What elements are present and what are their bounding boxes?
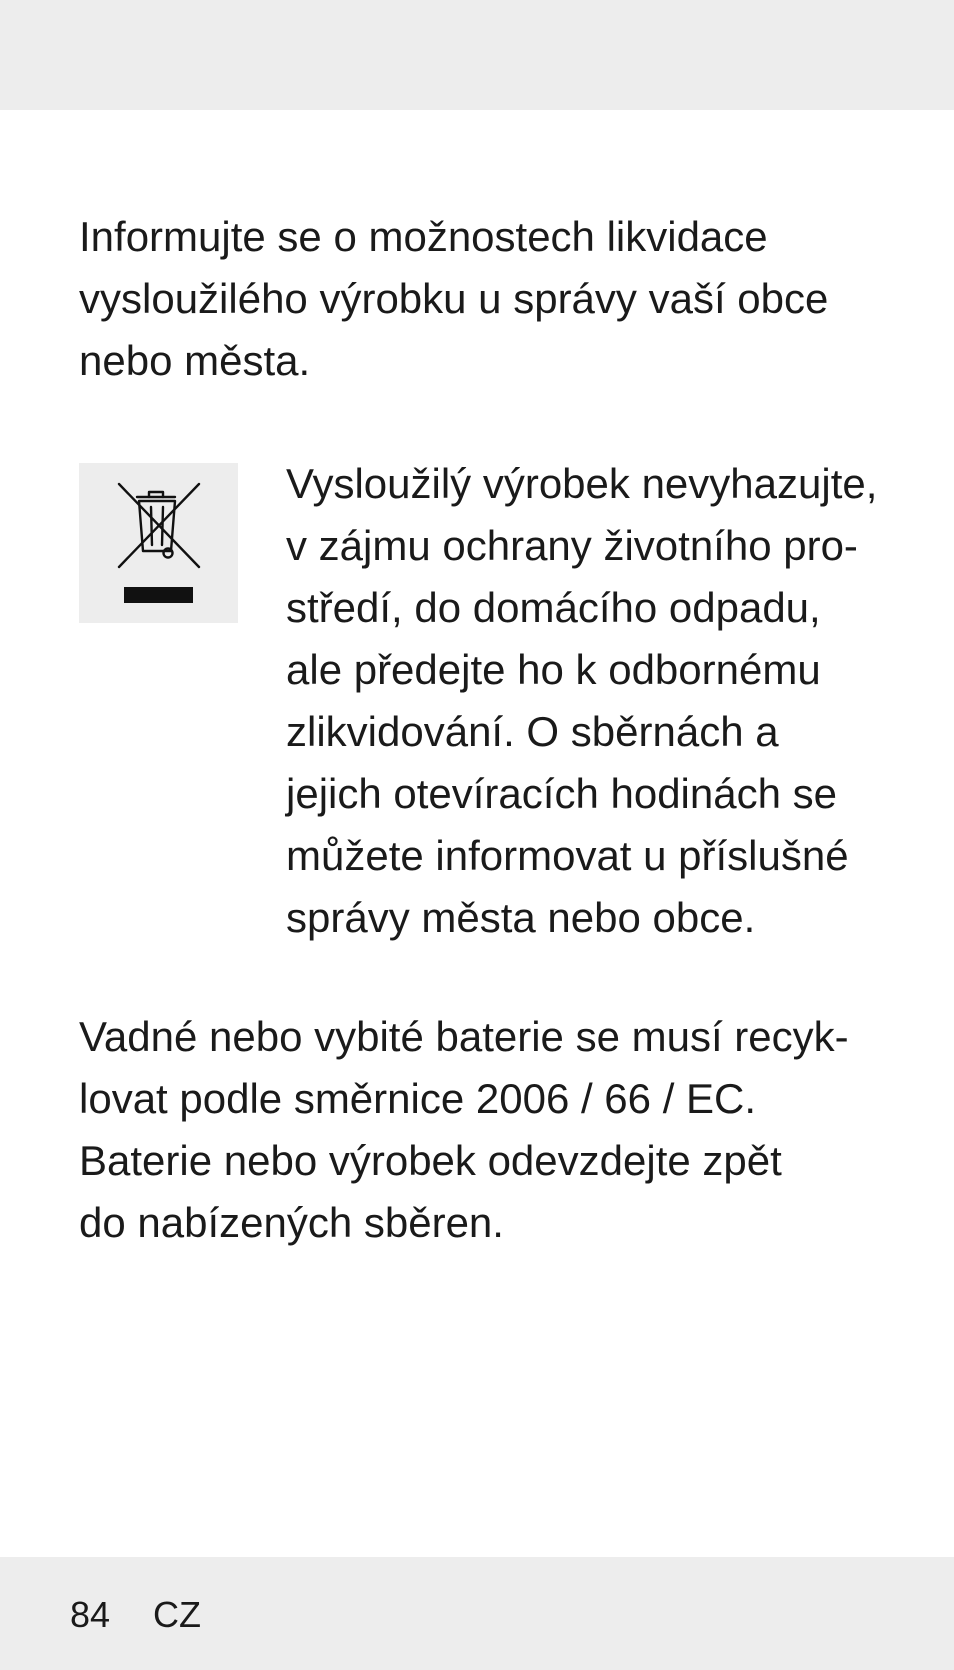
- weee-line: Vysloužilý výrobek nevyhazujte,: [286, 460, 878, 507]
- weee-line: středí, do domácího odpadu,: [286, 584, 821, 631]
- language-code: CZ: [153, 1594, 201, 1635]
- crossed-out-wheelie-bin-icon: [79, 463, 238, 623]
- weee-line: v zájmu ochrany životního pro-: [286, 522, 858, 569]
- weee-line: ale předejte ho k odbornému: [286, 646, 821, 693]
- weee-line: můžete informovat u příslušné: [286, 832, 849, 879]
- battery-line: do nabízených sběren.: [79, 1199, 504, 1246]
- battery-line: lovat podle směrnice 2006 / 66 / EC.: [79, 1075, 757, 1122]
- weee-line: správy města nebo obce.: [286, 894, 756, 941]
- page-number: 84: [70, 1594, 111, 1635]
- intro-line: nebo města.: [79, 337, 311, 384]
- weee-paragraph: [286, 453, 877, 949]
- weee-symbol-box: [79, 463, 238, 623]
- battery-line: Baterie nebo výrobek odevzdejte zpět: [79, 1137, 782, 1184]
- intro-line: vysloužilého výrobku u správy vaší obce: [79, 275, 829, 322]
- footer-band: [0, 1557, 954, 1670]
- weee-line: zlikvidování. O sběrnách a: [286, 708, 779, 755]
- intro-paragraph: [79, 206, 828, 392]
- battery-paragraph: [79, 1006, 849, 1254]
- weee-line: jejich otevíracích hodinách se: [286, 770, 837, 817]
- header-band: [0, 0, 954, 110]
- battery-line: Vadné nebo vybité baterie se musí recyk-: [79, 1013, 849, 1060]
- intro-line: Informujte se o možnostech likvidace: [79, 213, 768, 260]
